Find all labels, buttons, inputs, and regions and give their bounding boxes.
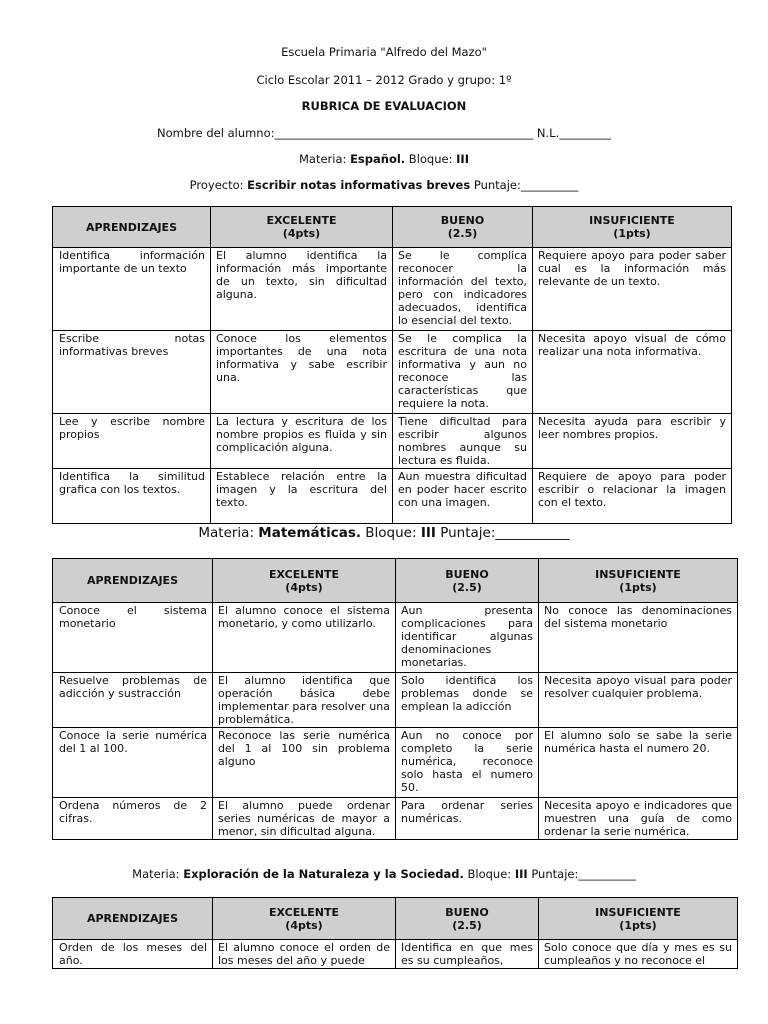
table-cell: Requiere de apoyo para poder escribir o relacionar la imagen con el texto. — [533, 469, 732, 524]
header-excelente: EXCELENTE (4pts) — [211, 207, 393, 248]
table-cell: El alumno identifica que operación básica debe implementar para resolver una problemática. — [213, 673, 396, 728]
section3-score: Puntaje:__________ — [527, 867, 636, 881]
table-cell: Lee y escribe nombre propios — [53, 414, 211, 469]
section1-score: Puntaje:__________ — [470, 178, 579, 192]
student-name-line: Nombre del alumno:_____________________________________________ N.L._________ — [157, 126, 611, 140]
section2-block: III — [420, 525, 436, 541]
table-header-row — [53, 559, 738, 603]
table-cell: Se le complica reconocer la información del texto, pero con indicadores adecuados, identifica lo esencial del texto. — [393, 248, 533, 331]
school-cycle: Ciclo Escolar 2011 – 2012 Grado y grupo: 1º — [256, 73, 512, 87]
table-cell: Conoce la serie numérica del 1 al 100. — [53, 728, 213, 798]
table-cell: Ordena números de 2 cifras. — [53, 798, 213, 840]
table-cell: El alumno puede ordenar series numéricas de mayor a menor, sin dificultad alguna. — [213, 798, 396, 840]
header-bueno: BUENO (2.5) — [393, 207, 533, 248]
header-insuficiente: INSUFICIENTE (1pts) — [539, 898, 738, 940]
table-row — [53, 728, 738, 798]
section3-subject: Exploración de la Naturaleza y la Sociedad. — [183, 867, 464, 881]
table-cell: Requiere apoyo para poder saber cual es la información más relevante de un texto. — [533, 248, 732, 331]
table-row — [53, 673, 738, 728]
section2-score: Puntaje:___________ — [435, 525, 570, 541]
table-row — [53, 798, 738, 840]
header-aprendizajes: APRENDIZAJES — [53, 898, 213, 940]
section3-rubric-table — [52, 897, 738, 969]
header-insuficiente: INSUFICIENTE (1pts) — [533, 207, 732, 248]
header-aprendizajes: APRENDIZAJES — [53, 207, 211, 248]
table-cell: Escribe notas informativas breves — [53, 331, 211, 414]
table-cell: Reconoce las serie numérica del 1 al 100 sin problema alguno — [213, 728, 396, 798]
section3-block: III — [514, 867, 528, 881]
school-name: Escuela Primaria "Alfredo del Mazo" — [281, 45, 487, 59]
table-cell: Necesita apoyo e indicadores que muestren una guía de como ordenar la serie numérica. — [539, 798, 738, 840]
section1-project-line: Proyecto: Escribir notas informativas breves Puntaje:__________ — [189, 178, 579, 192]
table-cell: Orden de los meses del año. — [53, 940, 213, 969]
table-row — [53, 940, 738, 969]
table-cell: Identifica información importante de un texto — [53, 248, 211, 331]
table-cell: Conoce los elementos importantes de una nota informativa y sabe escribir una. — [211, 331, 393, 414]
table-row — [53, 603, 738, 673]
table-cell: Identifica en que mes es su cumpleaños, — [396, 940, 539, 969]
table-cell: Necesita ayuda para escribir y leer nombres propios. — [533, 414, 732, 469]
section3-subject-line: Materia: Exploración de la Naturaleza y la Sociedad. Bloque: III Puntaje:__________ — [132, 867, 636, 881]
section2-subject: Matemáticas. — [258, 525, 361, 541]
table-cell: Necesita apoyo visual de cómo realizar una nota informativa. — [533, 331, 732, 414]
section1-subject: Español. — [350, 152, 406, 166]
header-excelente: EXCELENTE (4pts) — [213, 898, 396, 940]
table-row — [53, 248, 732, 331]
table-cell: Se le complica la escritura de una nota informativa y aun no reconoce las características que requiere la nota. — [393, 331, 533, 414]
document-title: RUBRICA DE EVALUACION — [301, 99, 467, 113]
table-cell: Solo identifica los problemas donde se emplean la adicción — [396, 673, 539, 728]
section1-subject-line: Materia: Español. Bloque: III — [299, 152, 469, 166]
table-row — [53, 469, 732, 524]
section1-rubric-table — [52, 206, 732, 524]
section2-subject-line: Materia: Matemáticas. Bloque: III Puntaje:___________ — [198, 525, 570, 541]
header-excelente: EXCELENTE (4pts) — [213, 559, 396, 603]
header-aprendizajes: APRENDIZAJES — [53, 559, 213, 603]
table-cell: Identifica la similitud grafica con los textos. — [53, 469, 211, 524]
table-cell: Tiene dificultad para escribir algunos nombres aunque su lectura es fluida. — [393, 414, 533, 469]
table-row — [53, 331, 732, 414]
table-row — [53, 414, 732, 469]
table-cell: El alumno conoce el sistema monetario, y como utilizarlo. — [213, 603, 396, 673]
table-cell: El alumno solo se sabe la serie numérica hasta el numero 20. — [539, 728, 738, 798]
table-cell: No conoce las denominaciones del sistema monetario — [539, 603, 738, 673]
table-cell: Solo conoce que día y mes es su cumpleaños y no reconoce el — [539, 940, 738, 969]
table-cell: Aun muestra dificultad en poder hacer escrito con una imagen. — [393, 469, 533, 524]
table-cell: El alumno identifica la información más importante de un texto, sin dificultad alguna. — [211, 248, 393, 331]
table-cell: Conoce el sistema monetario — [53, 603, 213, 673]
table-cell: Necesita apoyo visual para poder resolver cualquier problema. — [539, 673, 738, 728]
table-cell: Aun presenta complicaciones para identificar algunas denominaciones monetarias. — [396, 603, 539, 673]
section1-block: III — [456, 152, 469, 166]
header-insuficiente: INSUFICIENTE (1pts) — [539, 559, 738, 603]
table-cell: Resuelve problemas de adicción y sustracción — [53, 673, 213, 728]
table-cell: Establece relación entre la imagen y la escritura del texto. — [211, 469, 393, 524]
table-cell: La lectura y escritura de los nombre propios es fluida y sin complicación alguna. — [211, 414, 393, 469]
header-bueno: BUENO (2.5) — [396, 898, 539, 940]
table-cell: Para ordenar series numéricas. — [396, 798, 539, 840]
section1-project: Escribir notas informativas breves — [247, 178, 471, 192]
header-bueno: BUENO (2.5) — [396, 559, 539, 603]
table-header-row — [53, 207, 732, 248]
section2-rubric-table — [52, 558, 738, 840]
table-header-row — [53, 898, 738, 940]
table-cell: El alumno conoce el orden de los meses del año y puede — [213, 940, 396, 969]
table-cell: Aun no conoce por completo la serie numérica, reconoce solo hasta el numero 50. — [396, 728, 539, 798]
